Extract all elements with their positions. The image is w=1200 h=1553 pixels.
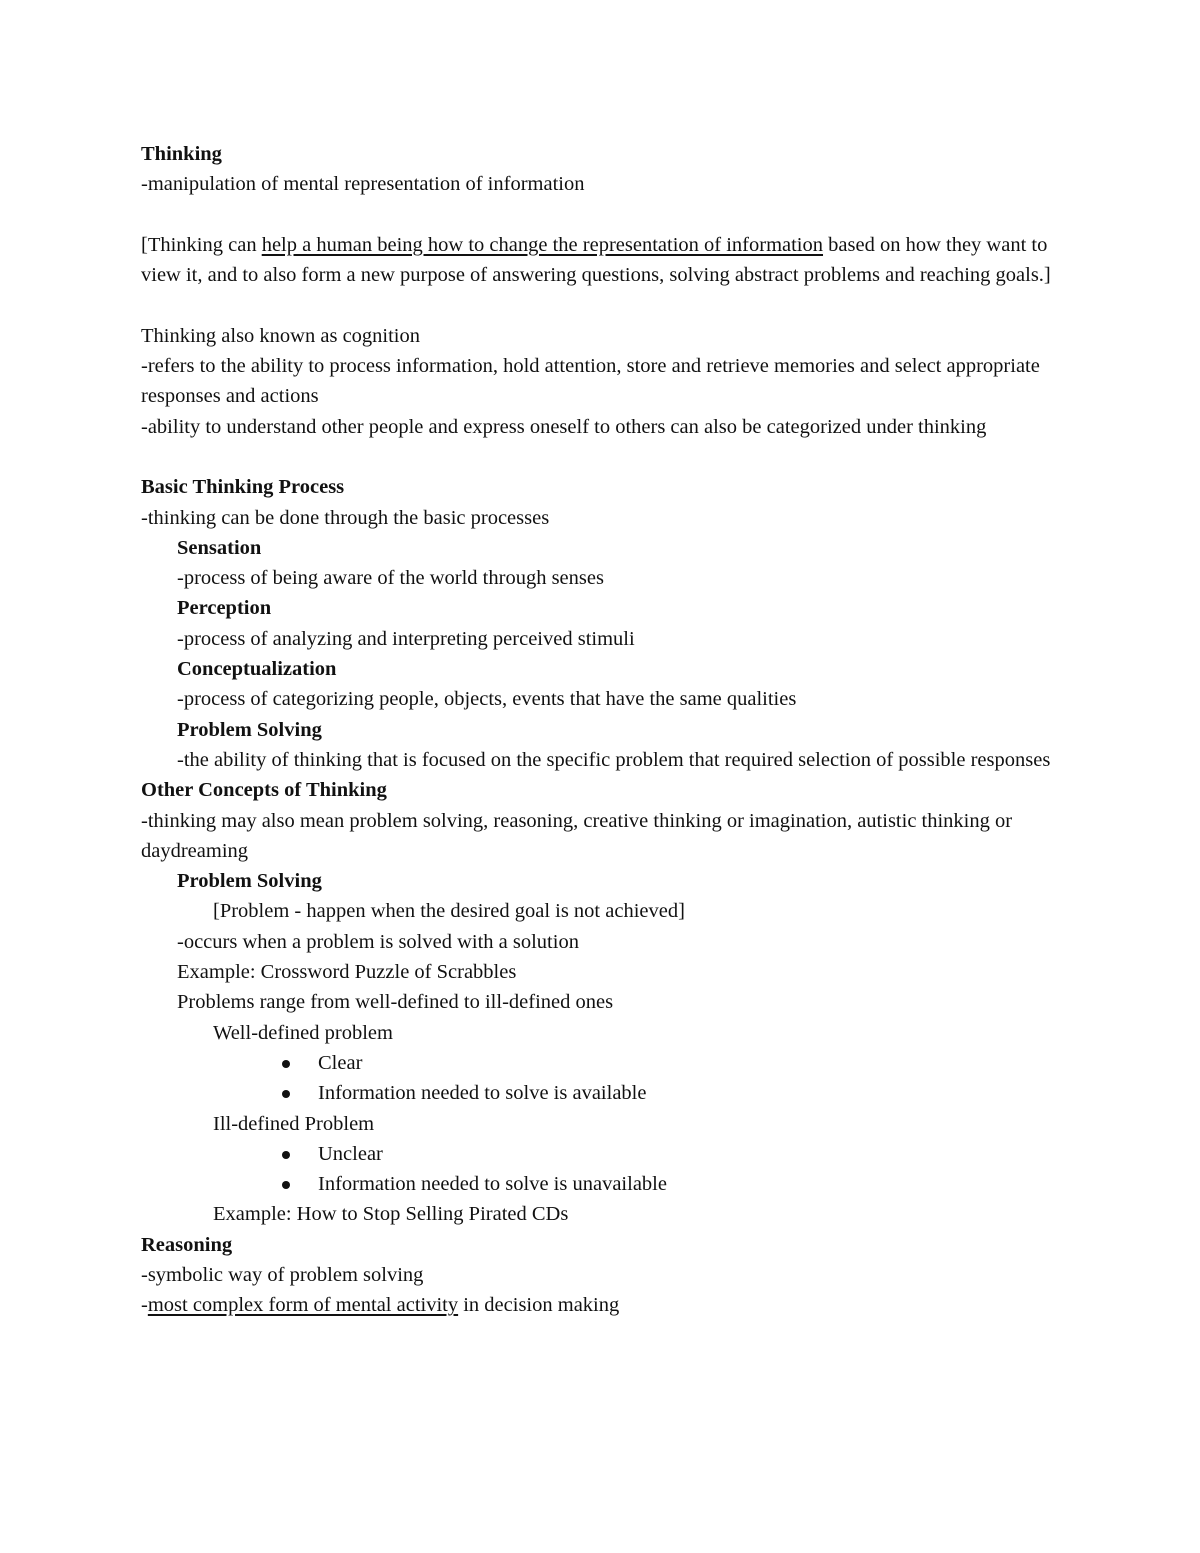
heading-reasoning: Reasoning [141, 1233, 233, 1256]
list-item [141, 1048, 1071, 1078]
sensation-description: -process of being aware of the world through senses [177, 567, 604, 590]
list-item-text: Information needed to solve is available [318, 1082, 647, 1105]
problem-example: Example: Crossword Puzzle of Scrabbles [177, 961, 517, 984]
bullet-icon [282, 1060, 290, 1068]
blank-line [141, 290, 1071, 320]
heading-thinking: Thinking [141, 143, 222, 165]
list-item-text: Clear [318, 1051, 363, 1074]
paragraph-text-end: based on how they want to view it, and to also form a new purpose of answering questions, solving abstract problems and reaching goals.] [141, 233, 1051, 287]
heading-problem-solving: Problem Solving [177, 870, 322, 893]
ill-defined-example: Example: How to Stop Selling Pirated CDs [213, 1203, 569, 1226]
document-page [141, 139, 1071, 1321]
underlined-phrase: help a human being how to change the representation of information [261, 233, 824, 256]
paragraph-text-start: [Thinking can [141, 233, 262, 256]
paragraph-thinking-explained [141, 230, 1071, 291]
list-item [141, 1078, 1071, 1108]
heading-basic-thinking-process: Basic Thinking Process [141, 476, 345, 499]
heading-sensation: Sensation [177, 536, 262, 559]
bullet-icon [282, 1090, 290, 1098]
reasoning-point-1: -symbolic way of problem solving [141, 1263, 424, 1286]
conceptualization-description: -process of categorizing people, objects, events that have the same qualities [177, 688, 797, 711]
dash: - [141, 1294, 148, 1317]
perception-description: -process of analyzing and interpreting perceived stimuli [177, 627, 635, 650]
definition-thinking: -manipulation of mental representation of information [141, 173, 585, 196]
heading-perception: Perception [177, 597, 272, 620]
problem-occurs: -occurs when a problem is solved with a solution [177, 930, 579, 953]
list-item-text: Unclear [318, 1142, 383, 1165]
cognition-point-1: -refers to the ability to process information, hold attention, store and retrieve memories and select appropriate responses and actions [141, 355, 1040, 408]
reasoning-point-2-rest: in decision making [458, 1294, 620, 1317]
heading-cognition [141, 321, 1071, 351]
heading-ill-defined: Ill-defined Problem [213, 1112, 375, 1135]
list-item [141, 1139, 1071, 1169]
underlined-phrase: most complex form of mental activity [147, 1294, 459, 1317]
cognition-point-2: -ability to understand other people and express oneself to others can also be categorized under thinking [141, 415, 987, 438]
blank-line [141, 200, 1071, 230]
problem-range: Problems range from well-defined to ill-defined ones [177, 991, 614, 1014]
heading-well-defined: Well-defined problem [213, 1021, 393, 1044]
problem-solving-basic-description: -the ability of thinking that is focused on the specific problem that required selection of possible responses [177, 748, 1051, 771]
blank-line [141, 442, 1071, 472]
bullet-icon [282, 1151, 290, 1159]
list-item-text: Information needed to solve is unavailable [318, 1173, 667, 1196]
bullet-icon [282, 1181, 290, 1189]
heading-other-concepts: Other Concepts of Thinking [141, 779, 387, 802]
basic-process-description: -thinking can be done through the basic processes [141, 506, 550, 529]
heading-conceptualization: Conceptualization [177, 658, 337, 681]
problem-definition: [Problem - happen when the desired goal is not achieved] [213, 900, 685, 923]
heading-problem-solving-basic: Problem Solving [177, 718, 322, 741]
other-concepts-description: -thinking may also mean problem solving, reasoning, creative thinking or imagination, autistic thinking or daydreaming [141, 809, 1013, 862]
list-item [141, 1169, 1071, 1199]
heading-cognition-text: Thinking also known as cognition [141, 324, 421, 347]
reasoning-point-2 [141, 1290, 1071, 1320]
